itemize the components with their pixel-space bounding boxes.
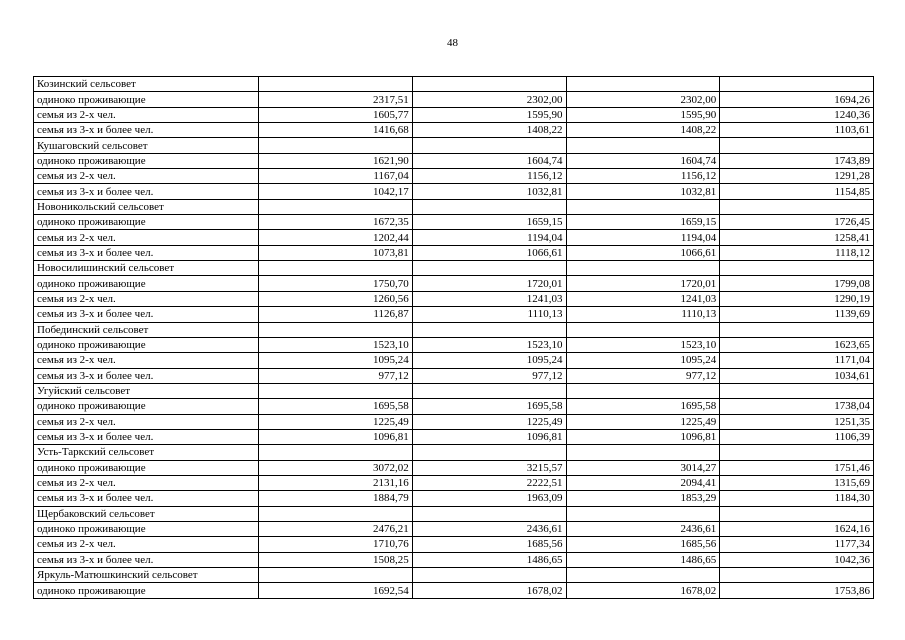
value-cell — [566, 261, 720, 276]
value-cell — [259, 199, 413, 214]
row-label-cell: одиноко проживающие — [34, 399, 259, 414]
section-name-cell: Новоникольский сельсовет — [34, 199, 259, 214]
value-cell: 1678,02 — [566, 583, 720, 598]
row-label-cell: одиноко проживающие — [34, 460, 259, 475]
row-label-cell: семья из 3-х и более чел. — [34, 245, 259, 260]
value-cell: 1604,74 — [566, 153, 720, 168]
value-cell: 2317,51 — [259, 92, 413, 107]
table-row — [34, 153, 874, 168]
section-header-row — [34, 322, 874, 337]
value-cell: 1605,77 — [259, 107, 413, 122]
value-cell: 1678,02 — [412, 583, 566, 598]
value-cell: 1416,68 — [259, 123, 413, 138]
value-cell: 1623,65 — [720, 337, 874, 352]
value-cell: 1408,22 — [412, 123, 566, 138]
value-cell: 2131,16 — [259, 475, 413, 490]
value-cell — [412, 77, 566, 92]
value-cell — [720, 506, 874, 521]
value-cell: 1695,58 — [566, 399, 720, 414]
value-cell: 1720,01 — [566, 276, 720, 291]
row-label-cell: одиноко проживающие — [34, 583, 259, 598]
value-cell — [566, 138, 720, 153]
value-cell: 1156,12 — [412, 169, 566, 184]
value-cell: 1750,70 — [259, 276, 413, 291]
value-cell: 1315,69 — [720, 475, 874, 490]
value-cell — [412, 261, 566, 276]
value-cell: 1738,04 — [720, 399, 874, 414]
row-label-cell: семья из 3-х и более чел. — [34, 307, 259, 322]
value-cell — [259, 383, 413, 398]
table-row — [34, 291, 874, 306]
row-label-cell: семья из 3-х и более чел. — [34, 123, 259, 138]
section-name-cell: Яркуль-Матюшкинский сельсовет — [34, 568, 259, 583]
value-cell — [720, 445, 874, 460]
value-cell: 1103,61 — [720, 123, 874, 138]
row-label-cell: семья из 3-х и более чел. — [34, 429, 259, 444]
section-name-cell: Угуйский сельсовет — [34, 383, 259, 398]
value-cell: 1695,58 — [259, 399, 413, 414]
row-label-cell: семья из 2-х чел. — [34, 475, 259, 490]
value-cell: 1032,81 — [566, 184, 720, 199]
value-cell: 1260,56 — [259, 291, 413, 306]
value-cell — [259, 506, 413, 521]
value-cell: 1225,49 — [566, 414, 720, 429]
value-cell — [720, 383, 874, 398]
value-cell: 1523,10 — [259, 337, 413, 352]
table-row — [34, 414, 874, 429]
value-cell: 2476,21 — [259, 521, 413, 536]
row-label-cell: семья из 3-х и более чел. — [34, 368, 259, 383]
value-cell — [566, 383, 720, 398]
row-label-cell: семья из 2-х чел. — [34, 414, 259, 429]
value-cell: 1194,04 — [412, 230, 566, 245]
value-cell: 1523,10 — [566, 337, 720, 352]
value-cell: 1258,41 — [720, 230, 874, 245]
value-cell: 1042,17 — [259, 184, 413, 199]
value-cell: 1799,08 — [720, 276, 874, 291]
row-label-cell: семья из 2-х чел. — [34, 291, 259, 306]
value-cell: 1126,87 — [259, 307, 413, 322]
table-row — [34, 184, 874, 199]
value-cell: 1194,04 — [566, 230, 720, 245]
value-cell: 1095,24 — [566, 353, 720, 368]
value-cell: 1171,04 — [720, 353, 874, 368]
section-header-row — [34, 506, 874, 521]
row-label-cell: одиноко проживающие — [34, 215, 259, 230]
value-cell — [720, 322, 874, 337]
value-cell: 1240,36 — [720, 107, 874, 122]
value-cell — [566, 199, 720, 214]
value-cell — [720, 77, 874, 92]
value-cell: 1672,35 — [259, 215, 413, 230]
value-cell — [720, 568, 874, 583]
row-label-cell: одиноко проживающие — [34, 276, 259, 291]
value-cell: 1096,81 — [412, 429, 566, 444]
section-name-cell: Кушаговский сельсовет — [34, 138, 259, 153]
value-cell: 1486,65 — [412, 552, 566, 567]
section-name-cell: Козинский сельсовет — [34, 77, 259, 92]
value-cell: 1156,12 — [566, 169, 720, 184]
value-cell: 1096,81 — [566, 429, 720, 444]
value-cell: 2302,00 — [412, 92, 566, 107]
value-cell: 1853,29 — [566, 491, 720, 506]
table-row — [34, 215, 874, 230]
row-label-cell: семья из 2-х чел. — [34, 107, 259, 122]
page-number: 48 — [447, 37, 458, 49]
row-label-cell: семья из 3-х и более чел. — [34, 184, 259, 199]
value-cell: 1042,36 — [720, 552, 874, 567]
value-cell: 1110,13 — [412, 307, 566, 322]
value-cell — [259, 138, 413, 153]
value-cell — [720, 261, 874, 276]
table-row — [34, 230, 874, 245]
value-cell: 1963,09 — [412, 491, 566, 506]
value-cell: 1595,90 — [412, 107, 566, 122]
value-cell: 1225,49 — [259, 414, 413, 429]
value-cell: 1291,28 — [720, 169, 874, 184]
value-cell: 1032,81 — [412, 184, 566, 199]
value-cell — [720, 138, 874, 153]
table-row — [34, 521, 874, 536]
value-cell: 1184,30 — [720, 491, 874, 506]
value-cell: 1241,03 — [566, 291, 720, 306]
value-cell: 977,12 — [412, 368, 566, 383]
table-row — [34, 368, 874, 383]
row-label-cell: одиноко проживающие — [34, 92, 259, 107]
row-label-cell: одиноко проживающие — [34, 153, 259, 168]
value-cell: 1202,44 — [259, 230, 413, 245]
value-cell: 1251,35 — [720, 414, 874, 429]
value-cell: 1624,16 — [720, 521, 874, 536]
value-cell — [412, 199, 566, 214]
value-cell — [566, 322, 720, 337]
section-name-cell: Усть-Таркский сельсовет — [34, 445, 259, 460]
value-cell — [566, 445, 720, 460]
value-cell — [259, 322, 413, 337]
value-cell: 1118,12 — [720, 245, 874, 260]
value-cell: 977,12 — [566, 368, 720, 383]
table-row — [34, 429, 874, 444]
value-cell: 2222,51 — [412, 475, 566, 490]
value-cell: 1884,79 — [259, 491, 413, 506]
value-cell — [720, 199, 874, 214]
table-row — [34, 92, 874, 107]
table-row — [34, 537, 874, 552]
table-row — [34, 123, 874, 138]
table-row — [34, 169, 874, 184]
table-row — [34, 307, 874, 322]
row-label-cell: семья из 2-х чел. — [34, 537, 259, 552]
value-cell: 1167,04 — [259, 169, 413, 184]
row-label-cell: одиноко проживающие — [34, 521, 259, 536]
table-body — [34, 77, 874, 599]
table-row — [34, 475, 874, 490]
table-row — [34, 107, 874, 122]
table-row — [34, 337, 874, 352]
value-cell: 1720,01 — [412, 276, 566, 291]
value-cell: 1096,81 — [259, 429, 413, 444]
section-header-row — [34, 568, 874, 583]
value-cell: 1753,86 — [720, 583, 874, 598]
table-row — [34, 399, 874, 414]
value-cell: 1073,81 — [259, 245, 413, 260]
value-cell — [259, 261, 413, 276]
value-cell: 1508,25 — [259, 552, 413, 567]
section-header-row — [34, 261, 874, 276]
value-cell — [412, 445, 566, 460]
section-name-cell: Побединский сельсовет — [34, 322, 259, 337]
value-cell — [412, 138, 566, 153]
value-cell: 977,12 — [259, 368, 413, 383]
value-cell — [412, 506, 566, 521]
value-cell: 1095,24 — [412, 353, 566, 368]
section-header-row — [34, 445, 874, 460]
section-header-row — [34, 383, 874, 398]
value-cell — [259, 568, 413, 583]
value-cell: 1595,90 — [566, 107, 720, 122]
row-label-cell: семья из 2-х чел. — [34, 169, 259, 184]
value-cell: 1154,85 — [720, 184, 874, 199]
value-cell: 2094,41 — [566, 475, 720, 490]
table-row — [34, 245, 874, 260]
section-header-row — [34, 138, 874, 153]
value-cell: 1659,15 — [566, 215, 720, 230]
value-cell: 1225,49 — [412, 414, 566, 429]
value-cell: 1710,76 — [259, 537, 413, 552]
value-cell: 1139,69 — [720, 307, 874, 322]
value-cell — [412, 568, 566, 583]
table-row — [34, 460, 874, 475]
tariff-table — [33, 76, 874, 599]
value-cell: 1523,10 — [412, 337, 566, 352]
value-cell — [412, 383, 566, 398]
value-cell: 3215,57 — [412, 460, 566, 475]
value-cell: 1621,90 — [259, 153, 413, 168]
value-cell: 1604,74 — [412, 153, 566, 168]
value-cell: 1034,61 — [720, 368, 874, 383]
value-cell: 1685,56 — [566, 537, 720, 552]
table-row — [34, 276, 874, 291]
value-cell: 2436,61 — [412, 521, 566, 536]
value-cell: 2302,00 — [566, 92, 720, 107]
value-cell — [566, 568, 720, 583]
table-row — [34, 491, 874, 506]
table-row — [34, 583, 874, 598]
value-cell — [412, 322, 566, 337]
value-cell: 1726,45 — [720, 215, 874, 230]
value-cell: 1692,54 — [259, 583, 413, 598]
value-cell: 2436,61 — [566, 521, 720, 536]
row-label-cell: семья из 3-х и более чел. — [34, 491, 259, 506]
value-cell: 1066,61 — [566, 245, 720, 260]
value-cell: 1486,65 — [566, 552, 720, 567]
table-row — [34, 353, 874, 368]
value-cell: 1743,89 — [720, 153, 874, 168]
value-cell: 1177,34 — [720, 537, 874, 552]
value-cell: 1110,13 — [566, 307, 720, 322]
row-label-cell: семья из 3-х и более чел. — [34, 552, 259, 567]
value-cell: 3072,02 — [259, 460, 413, 475]
value-cell: 1694,26 — [720, 92, 874, 107]
row-label-cell: семья из 2-х чел. — [34, 353, 259, 368]
value-cell: 1695,58 — [412, 399, 566, 414]
value-cell: 1659,15 — [412, 215, 566, 230]
table-row — [34, 552, 874, 567]
value-cell — [566, 77, 720, 92]
value-cell — [259, 77, 413, 92]
row-label-cell: семья из 2-х чел. — [34, 230, 259, 245]
value-cell: 1408,22 — [566, 123, 720, 138]
value-cell: 1685,56 — [412, 537, 566, 552]
value-cell: 1095,24 — [259, 353, 413, 368]
value-cell: 1241,03 — [412, 291, 566, 306]
value-cell: 1751,46 — [720, 460, 874, 475]
row-label-cell: одиноко проживающие — [34, 337, 259, 352]
value-cell — [566, 506, 720, 521]
value-cell: 1290,19 — [720, 291, 874, 306]
section-name-cell: Щербаковский сельсовет — [34, 506, 259, 521]
section-name-cell: Новосилишинский сельсовет — [34, 261, 259, 276]
value-cell: 1106,39 — [720, 429, 874, 444]
value-cell: 1066,61 — [412, 245, 566, 260]
section-header-row — [34, 199, 874, 214]
section-header-row — [34, 77, 874, 92]
value-cell — [259, 445, 413, 460]
value-cell: 3014,27 — [566, 460, 720, 475]
